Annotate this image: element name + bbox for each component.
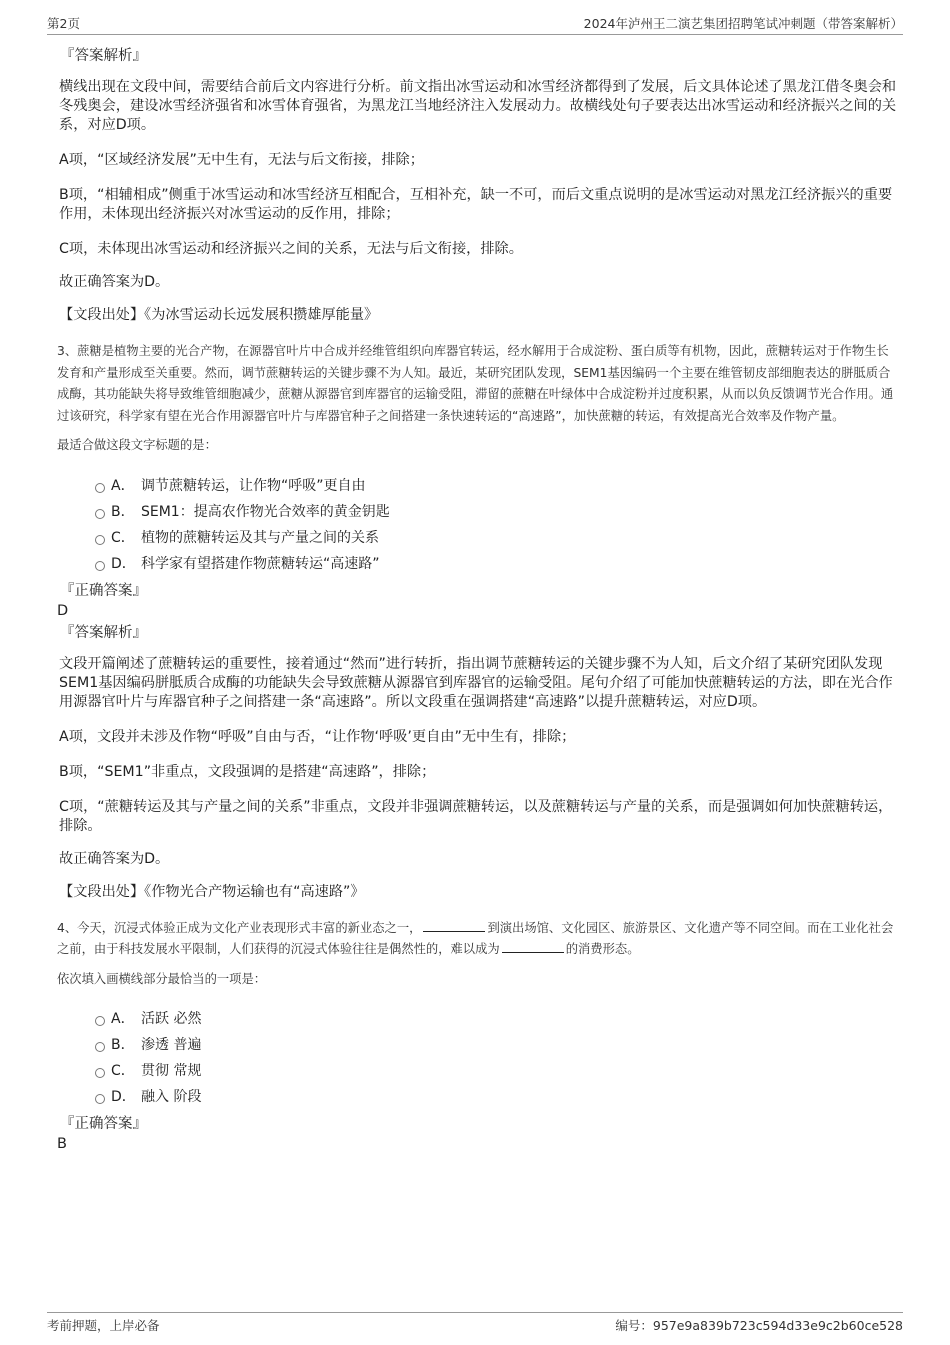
radio-icon[interactable] bbox=[95, 561, 105, 571]
blank-line bbox=[502, 940, 564, 953]
radio-icon[interactable] bbox=[95, 1094, 105, 1104]
q4-option-d[interactable]: D． 融入 阶段 bbox=[95, 1084, 897, 1110]
q4-options bbox=[57, 1006, 897, 1110]
radio-icon[interactable] bbox=[95, 483, 105, 493]
radio-icon[interactable] bbox=[95, 535, 105, 545]
q4-answer-label: 『正确答案』 bbox=[60, 1116, 147, 1132]
prev-analysis-b: B项，“相辅相成”侧重于冰雪运动和冰雪经济互相配合，互相补充，缺一不可，而后文重点说明的是冰雪运动对黑龙江经济振兴的重要作用，未体现出经济振兴对冰雪运动的反作用，排除； bbox=[59, 187, 893, 222]
q3-prompt: 最适合做这段文字标题的是： bbox=[57, 438, 217, 452]
q3-option-c[interactable]: C． 植物的蔗糖转运及其与产量之间的关系 bbox=[95, 525, 897, 551]
page-content bbox=[57, 46, 897, 1154]
page-header bbox=[47, 14, 903, 35]
q3-analysis-main: 文段开篇阐述了蔗糖转运的重要性，接着通过“然而”进行转折，指出调节蔗糖转运的关键步骤不为人知，后文介绍了某研究团队发现SEM1基因编码胼胝质合成酶的功能缺失会导致蔗糖从源器官到库器官的运输受阻。尾句介绍了可能加快蔗糖转运的方法，即在光合作用源器官叶片与库器官种子之间搭建一条“高速路”。所以文段重在强调搭建“高速路”以提升蔗糖转运，对应D项。 bbox=[59, 655, 893, 710]
q3-analysis-c: C项，“蔗糖转运及其与产量之间的关系”非重点，文段并非强调蔗糖转运，以及蔗糖转运与产量的关系，而是强调如何加快蔗糖转运，排除。 bbox=[59, 798, 893, 834]
q3-stem: 3、蔗糖是植物主要的光合产物，在源器官叶片中合成并经维管组织向库器官转运，经水解用于合成淀粉、蛋白质等有机物，因此，蔗糖转运对于作物生长发育和产量形成至关重要。然而，调节蔗糖转运的关键步骤不为人知。最近，某研究团队发现，SEM1基因编码一个主要在维管韧皮部细胞表达的胼胝质合成酶，其功能缺失将导致维管细胞减少，蔗糖从源器官到库器官的运输受阻，滞留的蔗糖在叶绿体中合成淀粉并过度积累，从而以负反馈调节光合作用。通过该研究，科学家有望在光合作用源器官叶片与库器官种子之间搭建一条快速转运的“高速路”，加快蔗糖的转运，有效提高光合效率及作物产量。 bbox=[57, 344, 894, 423]
radio-icon[interactable] bbox=[95, 509, 105, 519]
prev-analysis-a: A项，“区域经济发展”无中生有，无法与后文衔接，排除； bbox=[59, 152, 424, 168]
prev-source: 【文段出处】《为冰雪运动长远发展积攒雄厚能量》 bbox=[59, 307, 379, 323]
page-footer bbox=[47, 1312, 903, 1333]
radio-icon[interactable] bbox=[95, 1042, 105, 1052]
radio-icon[interactable] bbox=[95, 1016, 105, 1026]
q3-options bbox=[57, 473, 897, 577]
q4-stem: 4、今天，沉浸式体验正成为文化产业表现形式丰富的新业态之一， 到演出场馆、文化园区、旅游景区、文化遗产等不同空间。而在工业化社会之前，由于科技发展水平限制，人们获得的沉浸式体验往往是偶然性的，难以成为 的消费形态。 bbox=[57, 920, 894, 956]
page-number: 第2页 bbox=[47, 16, 80, 31]
q4-option-b[interactable]: B． 渗透 普遍 bbox=[95, 1032, 897, 1058]
prev-analysis-label: 『答案解析』 bbox=[60, 48, 147, 64]
q4-answer: B bbox=[57, 1136, 67, 1152]
document-id: 编号：957e9a839b723c594d33e9c2b60ce528 bbox=[615, 1318, 903, 1333]
q3-analysis-label: 『答案解析』 bbox=[60, 624, 147, 641]
prev-analysis-conclusion: 故正确答案为D。 bbox=[59, 274, 170, 290]
q3-answer-label: 『正确答案』 bbox=[60, 582, 147, 599]
q3-source: 【文段出处】《作物光合产物运输也有“高速路”》 bbox=[59, 883, 365, 900]
q3-option-a[interactable]: A． 调节蔗糖转运，让作物“呼吸”更自由 bbox=[95, 473, 897, 499]
footer-slogan: 考前押题，上岸必备 bbox=[47, 1318, 160, 1333]
q4-option-a[interactable]: A． 活跃 必然 bbox=[95, 1006, 897, 1032]
radio-icon[interactable] bbox=[95, 1068, 105, 1078]
blank-line bbox=[423, 919, 485, 932]
q4-option-c[interactable]: C． 贯彻 常规 bbox=[95, 1058, 897, 1084]
document-title: 2024年泸州王二演艺集团招聘笔试冲刺题（带答案解析） bbox=[583, 16, 903, 31]
q3-option-d[interactable]: D． 科学家有望搭建作物蔗糖转运“高速路” bbox=[95, 551, 897, 577]
q3-analysis-a: A项，文段并未涉及作物“呼吸”自由与否，“让作物‘呼吸’更自由”无中生有，排除； bbox=[59, 728, 576, 745]
q3-analysis-conclusion: 故正确答案为D。 bbox=[59, 850, 170, 867]
q3-option-b[interactable]: B． SEM1：提高农作物光合效率的黄金钥匙 bbox=[95, 499, 897, 525]
prev-analysis-main: 横线出现在文段中间，需要结合前后文内容进行分析。前文指出冰雪运动和冰雪经济都得到了发展，后文具体论述了黑龙江借冬奥会和冬残奥会，建设冰雪经济强省和冰雪体育强省，为黑龙江当地经济注入发展动力。故横线处句子要表达出冰雪运动和经济振兴之间的关系，对应D项。 bbox=[59, 79, 897, 133]
q3-answer: D bbox=[57, 602, 69, 619]
q4-prompt: 依次填入画横线部分最恰当的一项是： bbox=[57, 971, 267, 986]
prev-analysis-c: C项，未体现出冰雪运动和经济振兴之间的关系，无法与后文衔接，排除。 bbox=[59, 241, 523, 257]
q3-analysis-b: B项，“SEM1”非重点，文段强调的是搭建“高速路”，排除； bbox=[59, 763, 436, 780]
